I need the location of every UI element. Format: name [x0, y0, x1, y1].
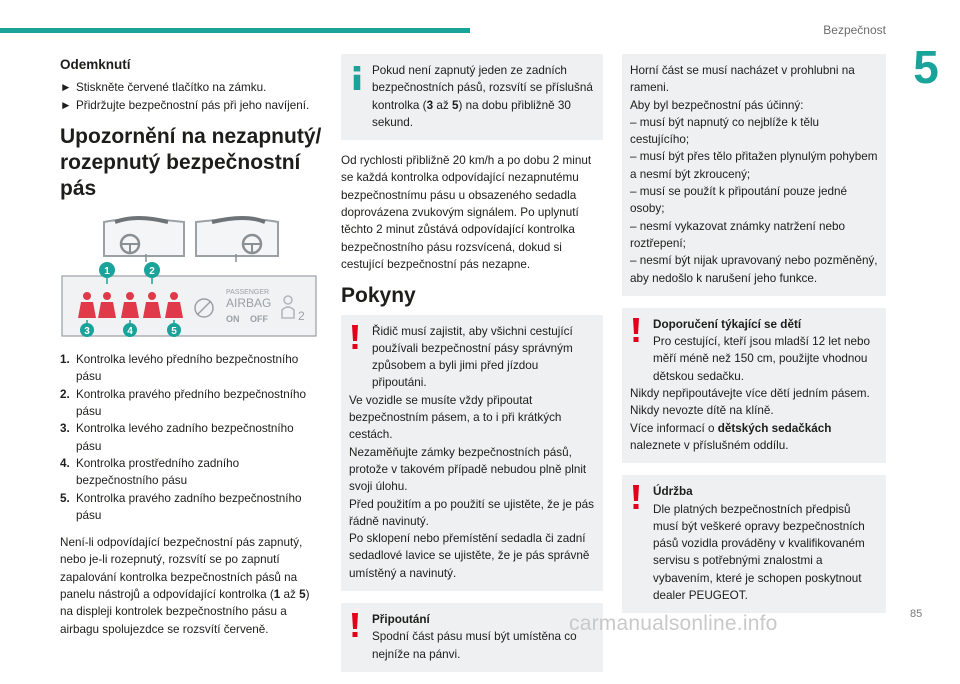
list-item: 5. Kontrolka pravého zadního bezpečnostního pásu — [60, 491, 302, 522]
panel-airbag-text: AIRBAG — [226, 295, 272, 310]
list-item: 1. Kontrolka levého předního bezpečnostního pásu — [60, 353, 299, 384]
unlock-heading: Odemknutí — [60, 57, 131, 72]
bullet-arrow-icon: ► — [60, 81, 72, 95]
speed-warning-paragraph: Od rychlosti přibližně 20 km/h a po dobu 2 minut se každá kontrolka odpovídající nezapnutému bezpečnostnímu pásu u obsazeného sedadla doprovázena zvukovým signálem. Po uplynutí těchto 2 minut zůstává odpovídající kontrolka bezpečnostního pásu rozsvícená, dokud si cestující bezpečnostní pás nezapne. — [341, 154, 592, 271]
list-item: 2. Kontrolka pravého předního bezpečnostního pásu — [60, 387, 307, 419]
warning-lamp-panel — [62, 276, 316, 336]
unlock-bullet-2: ► Přidržujte bezpečnostní pás při jeho navíjení. — [60, 97, 322, 114]
chapter-number: 5 — [913, 41, 939, 93]
warning-box-children: Doporučení týkající se dětí Pro cestující, kteří jsou mladší 12 let nebo měří méně než 150 cm, použijte vhodnou dětskou sedačku. Nikdy nepřipoutávejte více dětí jedním pásem. Nikdy nevozte dítě na klíně. Více informací o dětských sedačkách naleznete v příslušném oddílu. — [622, 308, 886, 463]
warning-exclamation-icon — [348, 613, 362, 637]
seatbelt-warning-heading: Upozornění na nezapnutý/ rozepnutý bezpečnostní pás — [60, 124, 322, 200]
watermark: carmanualsonline.info — [569, 612, 778, 635]
panel-count-text: 2 — [298, 308, 305, 323]
section-title: Bezpečnost — [823, 23, 886, 37]
rear-mirror-icon — [104, 218, 184, 262]
warning-box-instructions: Řidič musí zajistit, aby všichni cestující používali bezpečnostní pásy správným způsobem a byli jimi před jízdou připoutáni. Ve vozidle se musíte vždy připoutat bezpečnostním pásem, a to i při krátkých cestách. Nezaměňujte zámky bezpečnostních pásů, protože v takovém případě nebudou plně plnit svoji úlohu. Před použitím a po použití se ujistěte, že je pás řádně navinutý. Po sklopení nebo přemístění sedadla či zadní sedadlové lavice se ujistěte, že je pás správně umístěný a navinutý. — [341, 315, 603, 591]
pokyny-heading: Pokyny — [341, 284, 416, 308]
info-box-rear-belts: Pokud není zapnutý jeden ze zadních bezpečnostních pásů, rozsvítí se příslušná kontrolka (3 až 5) na dobu přibližně 30 sekund. — [341, 54, 603, 140]
column-3 — [622, 54, 886, 625]
lamp-legend-list — [60, 351, 322, 524]
panel-on-text: ON — [226, 313, 240, 324]
header-accent-bar — [0, 28, 470, 33]
list-item: 4. Kontrolka prostředního zadního bezpečnostního pásu — [60, 456, 240, 488]
warning-box-fastening: Připoutání Spodní část pásu musí být umístěna co nejníže na pánvi. — [341, 603, 603, 672]
page-number: 85 — [910, 608, 923, 620]
lamp-description-paragraph: Není-li odpovídající bezpečnostní pás zapnutý, nebo je-li rozepnutý, rozsvítí se po zapnutí zapalování kontrolka bezpečnostních pásů na panelu nástrojů a odpovídající kontrolka (1 až 5) na displeji kontrolek bezpečnostního pásu a airbagu spolujezdce se rozsvítí červeně. — [60, 536, 310, 636]
seatbelt-figure — [60, 210, 322, 343]
svg-text:4: 4 — [127, 325, 133, 337]
svg-text:2: 2 — [149, 265, 155, 277]
warning-exclamation-icon — [629, 485, 643, 509]
rear-mirror-icon — [196, 218, 278, 262]
panel-passenger-text: PASSENGER — [226, 288, 270, 296]
warning-exclamation-icon — [629, 318, 643, 342]
column-1 — [60, 54, 322, 638]
warning-exclamation-icon — [348, 325, 362, 349]
seatbelt-diagram — [60, 210, 322, 338]
panel-off-text: OFF — [250, 313, 268, 324]
svg-text:5: 5 — [171, 325, 177, 337]
svg-text:3: 3 — [84, 325, 90, 337]
info-icon — [350, 66, 364, 90]
list-item: 3. Kontrolka levého zadního bezpečnostního pásu — [60, 422, 294, 453]
belt-requirements-box: Horní část se musí nacházet v prohlubni na rameni. Aby byl bezpečnostní pás účinný: – musí být napnutý co nejblíže k tělu cestujícího; – musí být přes tělo přitažen plynulým pohybem a nesmí být zkroucený; – musí se použít k připoutání pouze jedné osoby; – nesmí vykazovat známky natržení nebo roztřepení; – nesmí být nijak upravovaný nebo pozměněný, aby nedošlo k narušení jeho funkce. — [622, 54, 886, 296]
column-2 — [341, 54, 603, 684]
svg-text:1: 1 — [104, 265, 110, 277]
unlock-bullet-1: ► Stiskněte červené tlačítko na zámku. — [60, 79, 322, 96]
child-seat-reference: Více informací o dětských sedačkách naleznete v příslušném oddílu. — [630, 421, 832, 452]
warning-box-maintenance: Údržba Dle platných bezpečnostních předpisů musí být veškeré opravy bezpečnostních pásů vozidla prováděny v kvalifikovaném servisu s potřebnými znalostmi a vybavením, které je schopen poskytnout dealer PEUGEOT. — [622, 475, 886, 613]
bullet-arrow-icon: ► — [60, 98, 72, 112]
